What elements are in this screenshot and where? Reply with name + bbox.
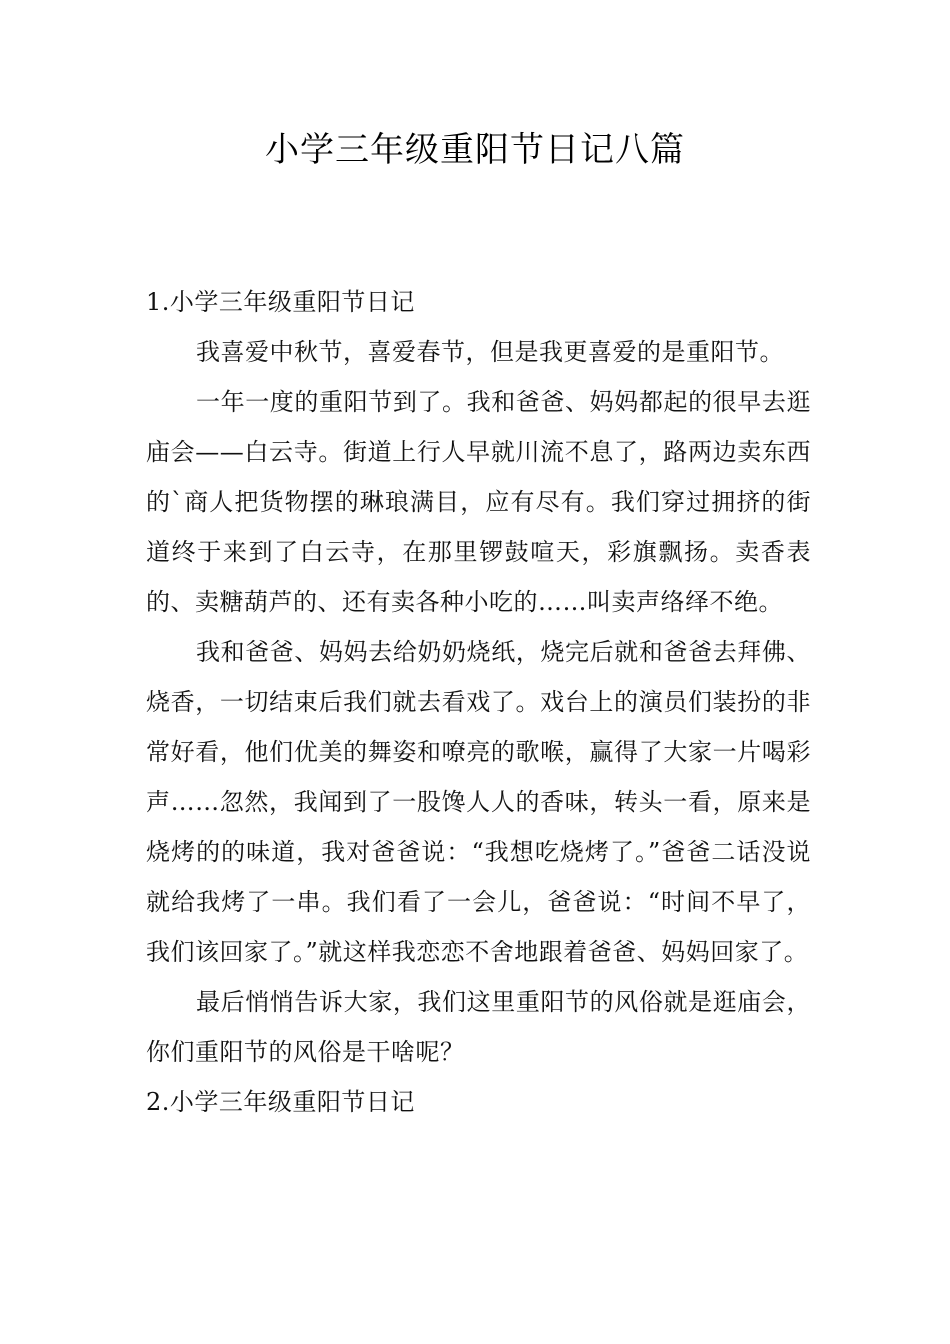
section-heading-1: 1.小学三年级重阳节日记	[146, 288, 415, 316]
paragraph-4: 最后悄悄告诉大家，我们这里重阳节的风俗就是逛庙会，你们重阳节的风俗是干啥呢？	[146, 988, 811, 1066]
document-body	[146, 277, 811, 1127]
section-heading-2: 2.小学三年级重阳节日记	[146, 1088, 415, 1116]
paragraph-1: 我喜爱中秋节，喜爱春节，但是我更喜爱的是重阳节。	[196, 338, 784, 366]
paragraph-2: 一年一度的重阳节到了。我和爸爸、妈妈都起的很早去逛庙会——白云寺。街道上行人早就川流不息了，路两边卖东西的`商人把货物摆的琳琅满目，应有尽有。我们穿过拥挤的街道终于来到了白云寺，在那里锣鼓喧天，彩旗飘扬。卖香表的、卖糖葫芦的、还有卖各种小吃的……叫卖声络绎不绝。	[146, 388, 811, 616]
paragraph-3: 我和爸爸、妈妈去给奶奶烧纸，烧完后就和爸爸去拜佛、烧香，一切结束后我们就去看戏了。戏台上的演员们装扮的非常好看，他们优美的舞姿和嘹亮的歌喉，赢得了大家一片喝彩声……忽然，我闻到了一股馋人人的香味，转头一看，原来是烧烤的的味道，我对爸爸说：“我想吃烧烤了。”爸爸二话没说就给我烤了一串。我们看了一会儿，爸爸说：“时间不早了，我们该回家了。”就这样我恋恋不舍地跟着爸爸、妈妈回家了。	[146, 638, 811, 966]
document-title: 小学三年级重阳节日记八篇	[265, 130, 685, 170]
